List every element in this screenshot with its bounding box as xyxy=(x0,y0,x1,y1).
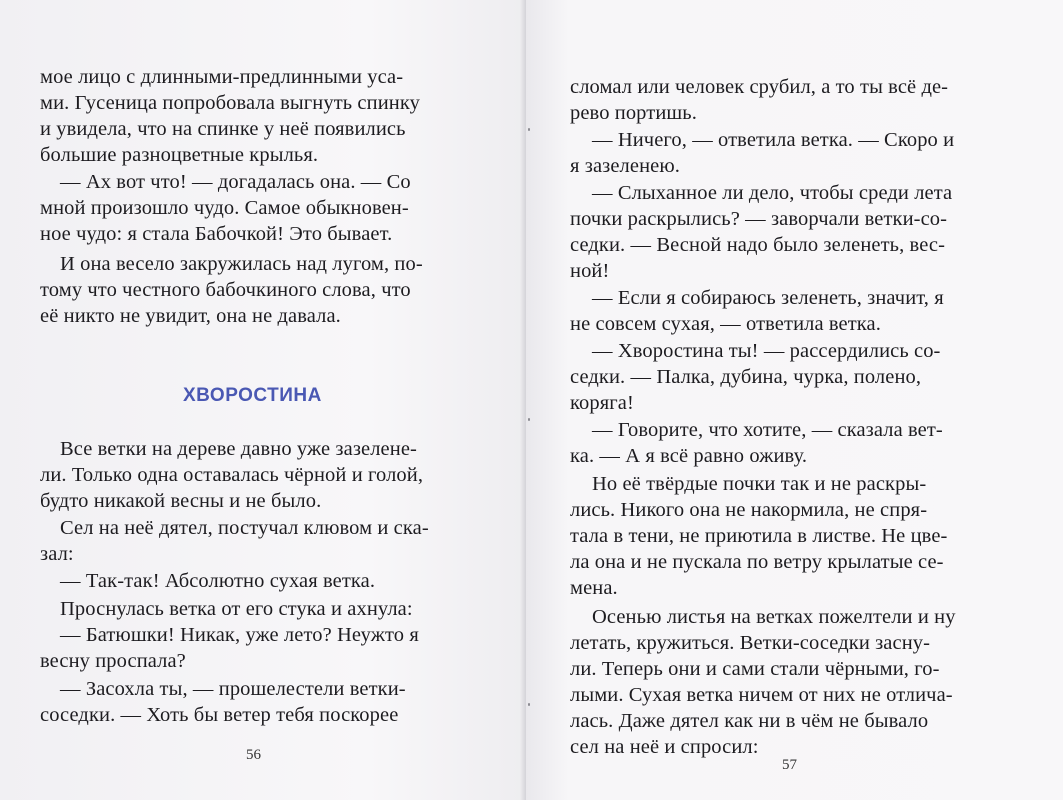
text-line: ка. — А я всё равно оживу. xyxy=(570,445,808,467)
text-line: тому что честного бабочкиного слова, что xyxy=(40,279,411,301)
text-line: её никто не увидит, она не давала. xyxy=(40,305,341,327)
text-line: будто никакой весны и не было. xyxy=(40,490,322,512)
text-line: зал: xyxy=(40,543,74,565)
text-line: Осенью листья на ветках пожелтели и ну xyxy=(592,606,956,628)
text-line: Но её твёрдые почки так и не раскры- xyxy=(592,473,927,495)
text-line: большие разноцветные крылья. xyxy=(40,144,319,166)
text-line: ми. Гусеница попробовала выгнуть спинку xyxy=(40,92,420,114)
text-line: ли. Теперь они и сами стали чёрными, го- xyxy=(570,658,940,680)
text-line: коряга! xyxy=(570,392,634,414)
scan-speck xyxy=(528,703,530,706)
text-line: лись. Никого она не накормила, не спря- xyxy=(570,499,928,521)
text-line: тала в тени, не приютила в листве. Не цве- xyxy=(570,525,948,547)
text-line: соседки. — Хоть бы ветер тебя поскорее xyxy=(40,704,399,726)
text-line: — Говорите, что хотите, — сказала вет- xyxy=(592,419,943,441)
text-line: мной произошло чудо. Самое обыкновен- xyxy=(40,197,409,219)
text-line: сломал или человек срубил, а то ты всё де- xyxy=(570,76,949,98)
text-line: Проснулась ветка от его стука и ахнула: xyxy=(60,598,413,620)
text-line: рево портишь. xyxy=(570,102,697,124)
chapter-title: ХВОРОСТИНА xyxy=(183,385,322,406)
text-line: ное чудо: я стала Бабочкой! Это бывает. xyxy=(40,223,393,245)
text-line: — Ничего, — ответила ветка. — Скоро и xyxy=(592,129,955,151)
text-line: мое лицо с длинными-предлинными уса- xyxy=(40,66,404,88)
right-page xyxy=(526,0,1063,800)
text-line: я зазеленею. xyxy=(570,155,680,177)
text-line: летать, кружиться. Ветки-соседки засну- xyxy=(570,632,931,654)
left-page xyxy=(0,0,526,800)
text-line: лыми. Сухая ветка ничем от них не отлича- xyxy=(570,684,953,706)
text-line: и увидела, что на спинке у неё появились xyxy=(40,118,406,140)
text-line: — Так-так! Абсолютно сухая ветка. xyxy=(60,570,376,592)
text-line: — Если я собираюсь зеленеть, значит, я xyxy=(592,287,944,309)
text-line: седки. — Палка, дубина, чурка, полено, xyxy=(570,366,922,388)
text-line: не совсем сухая, — ответила ветка. xyxy=(570,313,881,335)
text-line: лась. Даже дятел как ни в чём не бывало xyxy=(570,710,929,732)
text-line: ной! xyxy=(570,260,610,282)
text-line: Все ветки на дереве давно уже зазелене- xyxy=(60,438,417,460)
text-line: ла она и не пускала по ветру крылатые се- xyxy=(570,551,944,573)
text-line: весну проспала? xyxy=(40,650,186,672)
text-line: почки раскрылись? — заворчали ветки-со- xyxy=(570,208,948,230)
text-line: И она весело закружилась над лугом, по- xyxy=(60,253,423,275)
page-number: 56 xyxy=(246,747,261,763)
text-line: мена. xyxy=(570,577,618,599)
scan-speck xyxy=(528,128,530,131)
text-line: седки. — Весной надо было зеленеть, вес- xyxy=(570,234,946,256)
text-line: — Слыханное ли дело, чтобы среди лета xyxy=(592,182,953,204)
scan-speck xyxy=(528,418,530,421)
text-line: — Хворостина ты! — рассердились со- xyxy=(592,340,941,362)
text-line: — Ах вот что! — догадалась она. — Со xyxy=(60,171,411,193)
text-line: — Батюшки! Никак, уже лето? Неужто я xyxy=(60,624,419,646)
text-line: Сел на неё дятел, постучал клювом и ска- xyxy=(60,517,429,539)
page-number: 57 xyxy=(782,757,797,773)
text-line: — Засохла ты, — прошелестели ветки- xyxy=(60,678,406,700)
text-line: ли. Только одна оставалась чёрной и голой, xyxy=(40,464,424,486)
text-line: сел на неё и спросил: xyxy=(570,736,759,758)
